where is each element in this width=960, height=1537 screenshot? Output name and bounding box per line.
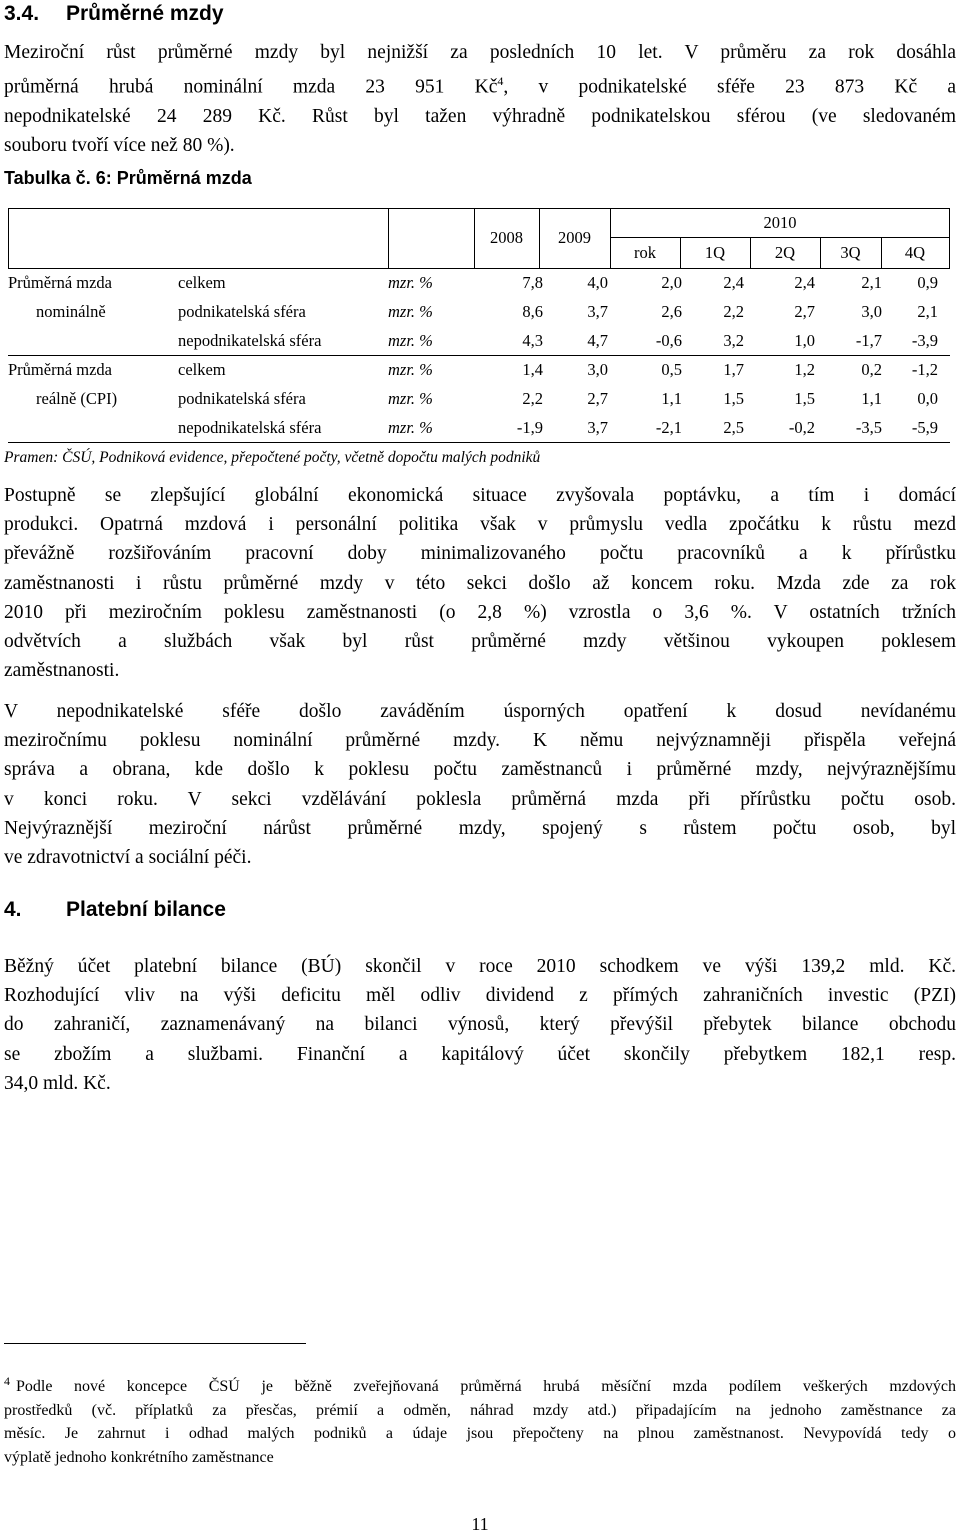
header-rok: rok: [634, 243, 656, 262]
table-row: nepodnikatelská sféra mzr. % 4,3 4,7 -0,6 3,2 1,0 -1,7 -3,9: [178, 331, 938, 350]
header-2008: 2008: [490, 228, 523, 247]
intro-paragraph: [4, 38, 956, 160]
header-1q: 1Q: [704, 243, 726, 262]
paragraph-economy: Postupně se zlepšující globální ekonomická situace zvyšovala poptávku, a tím i domácí produkci. Opatrná mzdová i personální politika však v průmyslu vedla zpočátku k růstu mezd převážně rozšiřováním pracovní doby minimalizovaného počtu pracovníků a k přírůstku zaměstnanosti i růstu průměrné mzdy v této sekci došlo až koncem roku. Mzda zde za rok 2010 při meziročním poklesu zaměstnanosti (o 2,8 %) vzrostla o 3,6 %. V ostatních tržních odvětvích a službách však byl růst průměrné mzdy většinou vykoupen poklesem zaměstnanosti.: [4, 485, 956, 682]
text-line: souboru tvoří více než 80 %).: [4, 135, 235, 157]
header-4q: 4Q: [904, 243, 926, 262]
table-row: Průměrná mzda celkem mzr. % 7,8 4,0 2,0 2,4 2,4 2,1 0,9: [8, 273, 938, 292]
footnote: $^4$ Podle nové koncepce ČSÚ je běžně zveřejňovaná průměrná hrubá měsíční mzda podílem veškerých mzdových prostředků (vč. příplatků za přesčas, prémií a odměn, náhrad mzdy atd.) připadajícím na jednoho zaměstnance za měsíc. Je zahrnut i odhad malých podniků a údaje jsou přepočteny na plnou zaměstnanost. Nevypovídá tedy o výplatě jednoho konkrétního zaměstnance: [4, 1374, 956, 1466]
paragraph-nonbusiness: V nepodnikatelské sféře došlo zaváděním úsporných opatření k dosud nevídanému meziročnímu poklesu nominální průměrné mzdy. K němu nejvýznamněji přispěla veřejná správa a obrana, kde došlo k poklesu počtu zaměstnanců i průměrné mzdy, nejvýraznějšímu v konci roku. V sekci vzdělávání poklesla průměrná mzda při přírůstku počtu osob. Nejvýraznější meziroční nárůst průměrné mzdy, spojený s růstem počtu osob, byl ve zdravotnictví a sociální péči.: [4, 701, 956, 869]
text-line: Meziroční růst průměrné mzdy byl nejnižší za posledních 10 let. V průměru za rok dosáhla: [4, 42, 956, 63]
table-row: reálně (CPI) podnikatelská sféra mzr. % 2,2 2,7 1,1 1,5 1,5 1,1 0,0: [36, 389, 938, 408]
section-number: 3.4.: [4, 2, 40, 25]
section-title: Platební bilance: [66, 898, 226, 921]
header-3q: 3Q: [840, 243, 861, 262]
table-row: nominálně podnikatelská sféra mzr. % 8,6 3,7 2,6 2,2 2,7 3,0 2,1: [36, 302, 938, 321]
section-heading-3-4: [4, 2, 224, 26]
page-number: 11: [471, 1514, 489, 1534]
section-number: 4.: [4, 898, 22, 921]
table-source: Pramen: ČSÚ, Podniková evidence, přepočtené počty, včetně dopočtu malých podniků: [4, 449, 541, 466]
table-caption: Tabulka č. 6: Průměrná mzda: [4, 168, 252, 188]
section-title: Průměrné mzdy: [66, 2, 224, 25]
text-line: nepodnikatelské 24 289 Kč. Růst byl tažen výhradně podnikatelskou sférou (ve sledovaném: [4, 105, 956, 127]
footnote-ref[interactable]: 4: [497, 74, 504, 89]
paragraph-balance: Běžný účet platební bilance (BÚ) skončil v roce 2010 schodkem ve výši 139,2 mld. Kč. Rozhodující vliv na výši deficitu měl odliv dividend z přímých zahraničních investic (PZI) do zahraničí, zaznamenávaný na bilanci výnosů, který převýšil přebytek bilance obchodu se zbožím a službami. Finanční a kapitálový účet skončily přebytkem 182,1 resp. 34,0 mld. Kč.: [4, 956, 956, 1094]
text-line: průměrná hrubá nominální mzda 23 951 $Kč^4$, v podnikatelské sféře 23 873 Kč a: [4, 74, 957, 98]
header-2009: 2009: [558, 228, 591, 247]
footnote-mark: 4: [4, 1374, 10, 1388]
header-2q: 2Q: [774, 243, 796, 262]
header-2010: 2010: [763, 213, 797, 232]
table-row: nepodnikatelská sféra mzr. % -1,9 3,7 -2,1 2,5 -0,2 -3,5 -5,9: [178, 418, 938, 437]
section-heading-4: [4, 898, 226, 922]
table-row: Průměrná mzda celkem mzr. % 1,4 3,0 0,5 1,7 1,2 0,2 -1,2: [8, 360, 938, 379]
footnote-separator: [4, 1343, 306, 1344]
